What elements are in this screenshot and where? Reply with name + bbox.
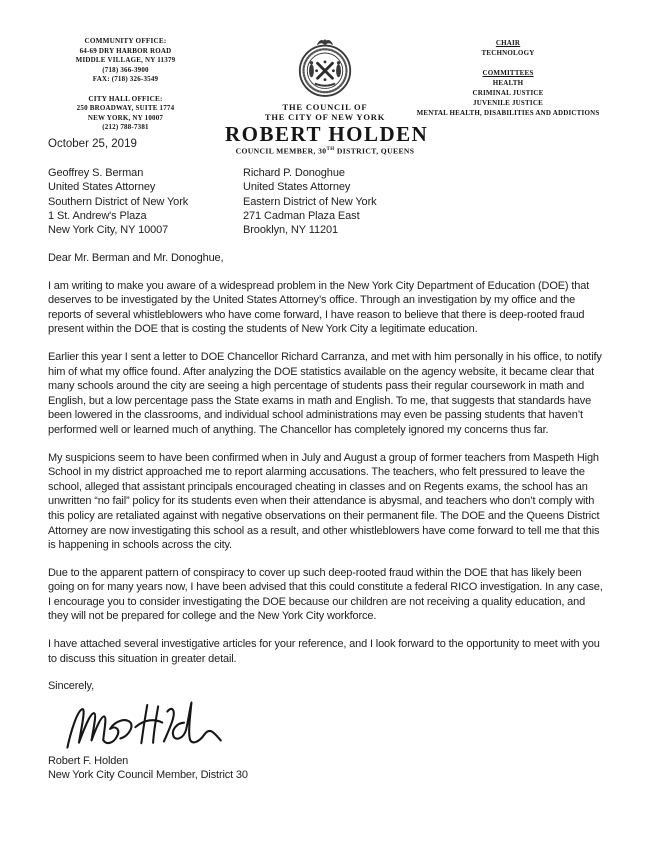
member-title: COUNCIL MEMBER, 30TH DISTRICT, QUEENS [235, 146, 415, 156]
community-office-line: 64-69 DRY HARBOR ROAD [79, 46, 172, 55]
recipient-line: Geoffrey S. Berman [48, 167, 144, 179]
paragraph: Due to the apparent pattern of conspiracy to cover up such deep-rooted fraud within the DOE that has likely been going on for many years now, I have been advised that this could constitute a federal RICO investigation. In any case, I encourage you to consider investigating the DOE because our children are not receiving a quality education, and they will not be prepared for college and the New York City workforce. [48, 566, 603, 623]
chair-item: TECHNOLOGY [481, 49, 535, 57]
paragraph: I am writing to make you aware of a widespread problem in the New York City Department of Education (DOE) that deserves to be investigated by the United States Attorney’s office. Through an investigation by my office and the reports of several whistleblowers who have come forward, I have reason to believe that there is deep-rooted fraud present within the DOE that is costing the students of New York City a legitimate education. [48, 279, 590, 336]
council-of-line: THE COUNCIL OF [282, 102, 368, 112]
chair-title: CHAIR [495, 39, 521, 47]
paragraph: I have attached several investigative articles for your reference, and I look forward to the opportunity to meet with you to discuss this situation in greater detail. [48, 638, 600, 665]
letter-date: October 25, 2019 [48, 138, 137, 150]
city-hall-office-line: 250 BROADWAY, SUITE 1774 [76, 104, 175, 112]
community-office-title: COMMUNITY OFFICE: [84, 37, 167, 45]
recipient-blocks [48, 166, 605, 237]
recipient-donoghue [243, 166, 377, 237]
committee-item: MENTAL HEALTH, DISABILITIES AND ADDICTIONS [416, 109, 600, 117]
recipient-line: United States Attorney [48, 181, 156, 194]
recipient-berman [48, 166, 243, 237]
office-addresses-block [48, 37, 203, 133]
city-of-new-york-line: THE CITY OF NEW YORK [264, 112, 386, 122]
letterhead [0, 0, 650, 155]
salutation: Dear Mr. Berman and Mr. Donoghue, [48, 252, 224, 264]
committee-item: CRIMINAL JUSTICE [472, 89, 544, 97]
paragraph: My suspicions seem to have been confirmed when in July and August a group of former teachers from Maspeth High School in my district approached me to report alarming accusations. The teachers, who felt pressured to leave the school, alleged that assistant principals encouraged cheating in classes and on Regents exams, the school has an unwritten “no fail” policy for its students even when their attendance is abysmal, and teachers who don’t comply with this policy are retaliated against with negative observations on their permanent file. The DOE and the Queens District Attorney are now investigating this school as a result, and other whistleblowers have come forward to tell me that this is happening in schools across the city. [48, 451, 600, 552]
recipient-line: New York City, NY 10007 [48, 224, 169, 237]
chair-committees-block [392, 38, 624, 118]
committees-title: COMMITTEES [482, 69, 534, 77]
city-hall-office-line: (212) 788-7381 [102, 123, 149, 131]
recipient-line: Southern District of New York [48, 195, 189, 208]
recipient-line: United States Attorney [243, 181, 351, 194]
paragraph: Earlier this year I sent a letter to DOE Chancellor Richard Carranza, and met with him personally in his office, to notify him of what my office found. After analyzing the DOE statistics available on the agency website, it became clear that many schools around the city are seeing a high percentage of students pass their regular coursework in math and English, but a low percentage pass the State exams in math and English. To me, that suggests that standards have been lowered in the classrooms, and individual school administrations may even be passing students that haven’t performed well or learned much of anything. The Chancellor has completely ignored my concerns thus far. [48, 350, 602, 436]
recipient-line: Brooklyn, NY 11201 [243, 224, 339, 237]
member-name: ROBERT HOLDEN [225, 122, 429, 146]
city-hall-office-line: NEW YORK, NY 10007 [87, 113, 164, 122]
city-hall-office-title: CITY HALL OFFICE: [88, 94, 163, 103]
recipient-line: 271 Cadman Plaza East [243, 209, 360, 222]
committee-item: HEALTH [492, 79, 524, 87]
recipient-line: 1 St. Andrew's Plaza [48, 209, 147, 222]
recipient-line: Eastern District of New York [243, 195, 377, 208]
community-office-line: FAX: (718) 326-3549 [92, 75, 159, 83]
committee-item: JUVENILE JUSTICE [473, 99, 543, 107]
signer-name: Robert F. Holden [48, 754, 129, 767]
nyc-seal-icon [297, 35, 353, 99]
handwritten-signature-icon [51, 693, 243, 756]
signer-title: New York City Council Member, District 30 [48, 769, 248, 782]
community-office-line: MIDDLE VILLAGE, NY 11379 [75, 56, 176, 64]
signature-block [48, 696, 605, 754]
letter-body [48, 251, 605, 783]
community-office-line: (718) 366-3900 [102, 65, 149, 74]
recipient-line: Richard P. Donoghue [243, 167, 345, 179]
closing: Sincerely, [48, 680, 94, 693]
